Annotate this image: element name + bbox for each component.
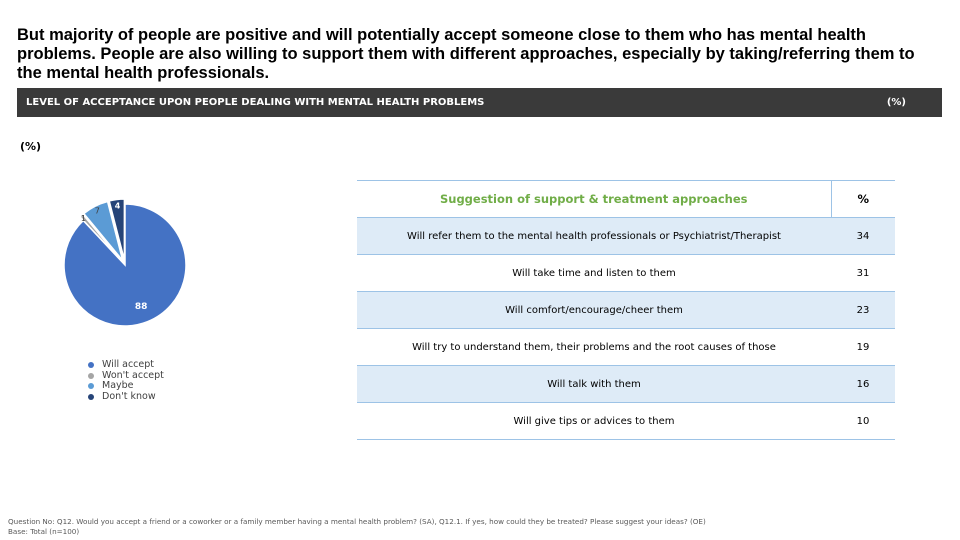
- legend-item: [88, 392, 164, 403]
- support-approaches-table: [357, 180, 895, 440]
- pie-unit-label: (%): [20, 140, 42, 153]
- legend-marker: [88, 373, 94, 379]
- table-cell-suggestion: Will comfort/encourage/cheer them: [505, 304, 683, 316]
- table-header-row: [357, 181, 895, 218]
- headline: But majority of people are positive and will potentially accept someone close to them who has mental health problems. People are also willing to support them with different approaches, especially by taking/referring them to the mental health professionals.: [17, 26, 915, 82]
- pie-svg: [55, 195, 195, 335]
- footnote-base: Base: Total (n=100): [8, 527, 80, 536]
- legend-item: [88, 360, 164, 371]
- footnote: [8, 517, 706, 537]
- legend-marker: [88, 394, 94, 400]
- table-cell-percent: 23: [856, 304, 870, 316]
- table-row: [357, 292, 895, 329]
- table-header-suggestion: Suggestion of support & treatment approaches: [357, 181, 831, 218]
- table-row: [357, 366, 895, 403]
- pie-data-label: 4: [114, 201, 121, 211]
- pie-data-label: 7: [94, 206, 100, 216]
- table-row: [357, 329, 895, 366]
- table-cell-percent: 16: [856, 378, 870, 390]
- table-cell-suggestion: Will give tips or advices to them: [513, 415, 675, 427]
- table-header-percent: %: [857, 192, 870, 206]
- section-banner: [17, 88, 942, 117]
- banner-title: LEVEL OF ACCEPTANCE UPON PEOPLE DEALING WITH MENTAL HEALTH PROBLEMS: [26, 97, 485, 108]
- legend-label: Don't know: [102, 390, 156, 402]
- table-cell-percent: 31: [856, 267, 870, 279]
- acceptance-pie-chart: [55, 195, 195, 335]
- table-row: [357, 218, 895, 255]
- table-cell-suggestion: Will try to understand them, their problems and the root causes of those: [412, 341, 776, 353]
- pie-legend: [88, 360, 164, 402]
- table-row: [357, 255, 895, 292]
- legend-label: Maybe: [102, 380, 134, 391]
- table-cell-suggestion: Will talk with them: [547, 378, 641, 390]
- legend-item: [88, 381, 164, 392]
- table-row: [357, 403, 895, 440]
- table-cell-suggestion: Will refer them to the mental health professionals or Psychiatrist/Therapist: [407, 230, 781, 242]
- table-cell-suggestion: Will take time and listen to them: [512, 267, 676, 279]
- pie-data-label: 1: [80, 213, 86, 223]
- table-cell-percent: 10: [856, 415, 870, 427]
- legend-marker: [88, 383, 94, 389]
- table-cell-percent: 19: [856, 341, 870, 353]
- legend-label: Will accept: [102, 359, 154, 370]
- legend-marker: [88, 362, 94, 368]
- table-cell-percent: 34: [856, 230, 870, 242]
- banner-unit: (%): [886, 97, 906, 108]
- legend-label: Won't accept: [102, 369, 164, 381]
- pie-data-label: 88: [134, 301, 148, 312]
- footnote-question: Question No: Q12. Would you accept a friend or a coworker or a family member having a mental health problem? (SA), Q12.1. If yes, how could they be treated? Please suggest your ideas? (OE): [8, 517, 706, 526]
